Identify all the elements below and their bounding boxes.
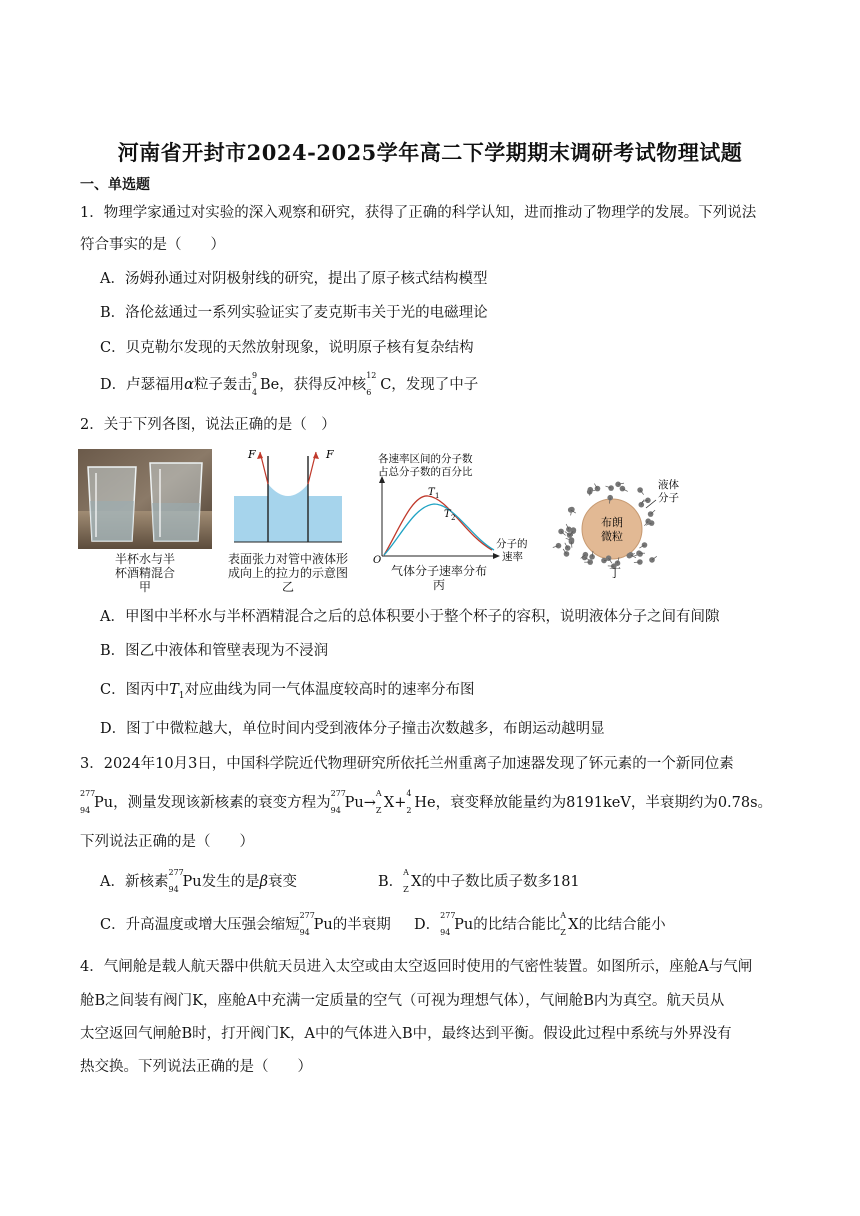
q1-option-c: C．贝克勒尔发现的天然放射现象，说明原子核有复杂结构 — [100, 340, 474, 356]
curve-label-t2-sub: 2 — [451, 514, 456, 522]
x-axis-label-2: 速率 — [502, 551, 523, 563]
q4-stem-line2: 舱B之间装有阀门K，座舱A中充满一定质量的空气（可视为理想气体），气闸舱B内为真空。航天员从 — [80, 993, 725, 1009]
q2-option-b: B．图乙中液体和管壁表现为不浸润 — [100, 643, 329, 659]
q2-option-a: A．甲图中半杯水与半杯酒精混合之后的总体积要小于整个杯子的容积，说明液体分子之间有间隙 — [100, 609, 720, 625]
liquid-molecule — [564, 551, 570, 557]
section-heading: 一、单选题 — [80, 177, 150, 193]
figure-bing-chart — [368, 452, 536, 564]
molecule-label-2: 分子 — [658, 492, 679, 504]
q3-option-d: D． 277 94 Pu的比结合能比 A Z X的比结合能小 — [414, 911, 666, 937]
q3-stem-line1: 3．2024年10月3日，中国科学院近代物理研究所依托兰州重离子加速器发现了钚元素的一个新同位素 — [80, 756, 734, 772]
figure-jia-caption: 半杯水与半 杯酒精混合 甲 — [114, 552, 175, 594]
q1-option-a: A．汤姆孙通过对阴极射线的研究，提出了原子核式结构模型 — [100, 271, 488, 287]
q3-option-a: A．新核素 277 94 Pu发生的是β衰变 — [100, 868, 297, 894]
page-title: 河南省开封市2024-2025学年高二下学期期末调研考试物理试题 — [117, 140, 743, 165]
figure-yi-diagram — [228, 446, 348, 552]
q4-stem-line3: 太空返回气闸舱B时，打开阀门K，A中的气体进入B中，最终达到平衡。假设此过程中系统与外界没有 — [80, 1026, 732, 1042]
cups-photo — [78, 449, 212, 549]
origin-label: O — [373, 555, 382, 564]
molecule-velocity-arrow — [571, 542, 572, 548]
liquid-molecule — [645, 498, 651, 504]
q4-stem-line1: 4．气闸舱是载人航天器中供航天员进入太空或由太空返回时使用的气密性装置。如图所示，座舱A与气闸 — [80, 959, 753, 975]
q3-option-c: C．升高温度或增大压强会缩短 277 94 Pu的半衰期 — [100, 911, 391, 937]
q3-option-b: B． A Z X的中子数比质子数多181 — [378, 868, 580, 894]
y-axis-label-1: 各速率区间的分子数 — [378, 453, 473, 465]
q1-stem-line1: 1．物理学家通过对实验的深入观察和研究，获得了正确的科学认知，进而推动了物理学的发展。下列说法 — [80, 205, 757, 221]
liquid-molecule — [615, 482, 621, 488]
force-label-right: F — [326, 448, 334, 461]
liquid-molecule — [639, 502, 645, 508]
curve-label-t1: T — [428, 487, 435, 498]
figure-ding-caption: 丁 — [608, 566, 621, 580]
figure-jia — [78, 449, 212, 549]
molecule-label-1: 液体 — [658, 479, 679, 491]
particle-label-2: 微粒 — [601, 530, 623, 543]
liquid-molecule — [637, 487, 643, 493]
q3-stem-line2: 277 94 Pu，测量发现该新核素的衰变方程为 277 94 Pu→ A Z X+ 4 2 He，衰变释放能量约为8191keV，半衰期约为0.78s。 — [80, 789, 773, 815]
brownian-particle — [582, 499, 642, 559]
q2-option-c: C．图丙中$T_1$对应曲线为同一气体温度较高时的速率分布图 — [100, 682, 475, 701]
q1-stem-line2: 符合事实的是（ ） — [80, 237, 225, 253]
figure-ding-diagram — [548, 474, 688, 574]
q1-option-d: D．卢瑟福用α粒子轰击 9 4 Be，获得反冲核 12 6 C，发现了中子 — [100, 371, 479, 397]
figure-bing-caption: 气体分子速率分布 丙 — [390, 564, 487, 592]
curve-label-t1-sub: 1 — [435, 492, 440, 500]
q1-option-b: B．洛伦兹通过一系列实验证实了麦克斯韦关于光的电磁理论 — [100, 305, 488, 321]
q2-option-d: D．图丁中微粒越大，单位时间内受到液体分子撞击次数越多，布朗运动越明显 — [100, 721, 605, 737]
force-label-left: F — [248, 448, 256, 461]
q2-stem: 2．关于下列各图，说法正确的是（ ） — [80, 417, 336, 433]
y-axis-label-2: 占总分子数的百分比 — [378, 466, 473, 478]
liquid-molecule — [565, 545, 571, 551]
figure-yi-caption: 表面张力对管中液体形 成向上的拉力的示意图 乙 — [227, 552, 348, 594]
q4-stem-line4: 热交换。下列说法正确的是（ ） — [80, 1059, 312, 1075]
molecule-velocity-arrow — [634, 562, 640, 563]
particle-label-1: 布朗 — [601, 516, 623, 529]
q3-stem-line3: 下列说法正确的是（ ） — [80, 834, 254, 850]
liquid-molecule — [649, 557, 655, 563]
curve-label-t2: T — [444, 509, 451, 520]
x-axis-label-1: 分子的 — [496, 538, 528, 550]
